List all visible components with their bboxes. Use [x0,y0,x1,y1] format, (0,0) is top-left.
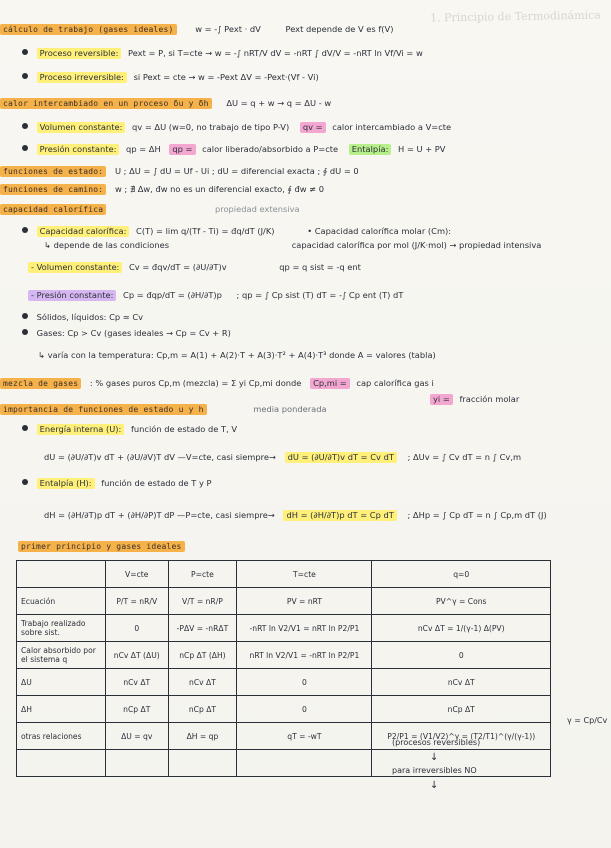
path-func-line [0,184,611,195]
table-cell: nCv ΔT [106,669,169,696]
solids-line [0,312,611,323]
table-cell: PV = nRT [237,588,372,615]
irreversible-formula: si Pext = cte → w = -Pext ΔV = -Pext·(Vf - Vi) [133,72,319,82]
bullet-icon [22,425,28,431]
table-header-cell: V=cte [106,561,169,588]
bullet-icon [22,73,28,79]
table-row [17,588,551,615]
dh-formula: dH = (∂H/∂T)p dT + (∂H/∂P)T dP —P=cte, casi siempre→ [44,510,275,520]
table-row [17,669,551,696]
table-cell: -nRT ln V2/V1 = nRT ln P2/P1 [237,615,372,642]
cp-line [0,290,611,301]
bullet-icon [22,329,28,335]
down-arrow-icon: ↓ [430,780,439,791]
section-title-importance: importancia de funciones de estado u y h [0,404,207,415]
table-cell: nRT ln V2/V1 = -nRT ln P2/P1 [237,642,372,669]
first-law-line [0,541,611,552]
cpim-tag: Cp,mi = [310,378,350,389]
state-func-formula: U ; ΔU = ∫ dU = Uf - Ui ; dU = diferencial exacta ; ∮ dU = 0 [114,166,359,176]
irreversible-note: para irreversibles NO [392,766,477,775]
cv-line [0,262,611,273]
table-cell: Trabajo realizado sobre sist. [17,615,106,642]
qp-integral: ; qp = ∫ Cp sist (T) dT = -∫ Cp ent (T) dT [236,290,404,300]
mixture-formula: : % gases puros Cp,m (mezcla) = Σ yi Cp,mi donde [89,378,302,388]
table-row [17,642,551,669]
table-row [17,696,551,723]
work-note: Pext depende de V es f(V) [285,24,394,34]
down-arrow-icon: ↓ [430,752,439,763]
table-cell: -PΔV = -nRΔT [168,615,237,642]
section-title-path-func: funciones de camino: [0,184,106,195]
qp-tag: qp = [169,144,195,155]
qp-sist-formula: qp = q sist = -q ent [279,262,361,272]
reversible-line [0,48,611,59]
table-cell: nCv ΔT [372,669,551,696]
bullet-icon [22,227,28,233]
reversible-label: Proceso reversible: [37,48,122,59]
gases-line [0,328,611,339]
qv-tag: qv = [300,122,326,133]
molar-capacity-text: • Capacidad calorífica molar (Cm): [307,226,452,236]
table-cell: PV^γ = Cons [372,588,551,615]
internal-energy-label: Energía interna (U): [37,424,125,435]
du-formula: dU = (∂U/∂T)v dT + (∂U/∂V)T dV —V=cte, casi siempre→ [44,452,276,462]
table-cell: Calor absorbido por el sistema q [17,642,106,669]
enthalpy-label: Entalpía (H): [37,478,95,489]
dh-line [0,510,611,521]
table-cell: Ecuación [17,588,106,615]
table-header-cell: T=cte [237,561,372,588]
path-func-formula: w ; ∄ Δw, đw no es un diferencial exacto, ∮ đw ≠ 0 [114,184,325,194]
heat-formula: ΔU = q + w → q = ΔU - w [226,98,332,108]
table-cell: nCp ΔT [106,696,169,723]
work-formula: w = -∫ Pext · dV [195,24,261,34]
table-cell: P2/P1 = (V1/V2)^γ = (T2/T1)^(γ/(γ-1)) [372,723,551,750]
enthalpy-tag: Entalpía: [349,144,392,155]
const-volume-label: Volumen constante: [37,122,126,133]
table-cell [106,750,169,777]
mixture-line [0,378,611,389]
const-volume-line [0,122,611,133]
reversible-formula: Pext = P, si T=cte → w = -∫ nRT/V dV = -nRT ∫ dV/V = -nRT ln Vf/Vi = w [128,48,423,58]
yi-tag: yi = [430,394,453,405]
table-cell: otras relaciones [17,723,106,750]
table-cell: nCp ΔT [372,696,551,723]
table-cell: 0 [237,669,372,696]
table-cell: qT = -wT [237,723,372,750]
table-header-cell: q=0 [372,561,551,588]
enthalpy-line [0,478,611,489]
dh-ideal: dH = (∂H/∂T)p dT = Cp dT [283,510,396,521]
const-volume-desc: calor intercambiado a V=cte [332,122,452,132]
bullet-icon [22,145,28,151]
delta-h: ; ΔHp = ∫ Cp dT = n ∫ Cp,m dT (J) [407,510,547,520]
gamma-relation: γ = Cp/Cv [567,716,608,725]
const-pressure-desc: calor liberado/absorbido a P=cte [202,144,339,154]
table-cell [168,750,237,777]
const-pressure-line [0,144,611,155]
bullet-icon [22,313,28,319]
table-cell: 0 [237,696,372,723]
table-cell: nCv ΔT [168,669,237,696]
work-title-line [0,24,611,35]
table-cell: ΔU = qv [106,723,169,750]
table-cell: nCv ΔT (ΔU) [106,642,169,669]
irreversible-line [0,72,611,83]
heat-capacity-title-line [0,204,611,215]
importance-line [0,404,611,415]
table-cell: 0 [372,642,551,669]
molar-capacity-desc: capacidad calorífica por mol (J/K·mol) → propiedad intensiva [291,240,542,250]
yi-desc: fracción molar [459,394,520,404]
enthalpy-desc: función de estado de T y P [101,478,212,488]
const-pressure-label: Presión constante: [37,144,120,155]
capacity-def-formula: C(T) = lim q/(Tf - Ti) = đq/dT (J/K) [136,226,275,236]
bullet-icon [22,123,28,129]
section-title-mixture: mezcla de gases [0,378,81,389]
cv-formula: Cv = đqv/dT = (∂U/∂T)v [129,262,227,272]
table-header-cell: P=cte [168,561,237,588]
bullet-icon [22,479,28,485]
section-title-work: cálculo de trabajo (gases ideales) [0,24,177,35]
table-cell [17,750,106,777]
heat-title-line [0,98,611,109]
const-volume-formula: qv = ΔU (w=0, no trabajo de tipo P-V) [132,122,290,132]
capacity-def-label: Capacidad calorífica: [37,226,130,237]
internal-energy-desc: función de estado de T, V [130,424,238,434]
cv-label: - Volumen constante: [28,262,122,273]
table-cell: V/T = nR/P [168,588,237,615]
du-ideal: dU = (∂U/∂T)v dT = Cv dT [285,452,397,463]
gases-text: Gases: Cp > Cv (gases ideales → Cp = Cv + R) [36,328,231,338]
enthalpy-def: H = U + PV [398,144,446,154]
table-cell: P/T = nR/V [106,588,169,615]
capacity-depends-line [0,240,611,251]
table-cell: nCp ΔT (ΔH) [168,642,237,669]
section-title-heat: calor intercambiado en un proceso δu y δh [0,98,212,109]
table-cell [237,750,372,777]
temp-var-text: ↳ varía con la temperatura: Cp,m = A(1) + A(2)·T + A(3)·T² + A(4)·T³ donde A = valores (tabla) [38,350,436,360]
section-title-state-func: funciones de estado: [0,166,106,177]
cp-formula: Cp = đqp/dT = (∂H/∂T)p [123,290,222,300]
page-header-ghost-text: 1. Principio de Termodinámica [430,8,602,25]
section-title-heat-capacity: capacidad calorífica [0,204,106,215]
section-title-first-law: primer principio y gases ideales [18,541,185,552]
weighted-mean-note: media ponderada [253,404,327,414]
table-header-row [17,561,551,588]
const-pressure-formula: qp = ΔH [126,144,161,154]
table-cell: ΔH [17,696,106,723]
state-func-line [0,166,611,177]
bullet-icon [22,49,28,55]
irreversible-label: Proceso irreversible: [37,72,127,83]
capacity-note: propiedad extensiva [214,204,300,214]
cpim-desc: cap calorífica gas i [356,378,434,388]
reversible-note: (procesos reversibles) [392,738,481,747]
temp-var-line [0,350,611,361]
du-line [0,452,611,463]
table-header-cell [17,561,106,588]
internal-energy-line [0,424,611,435]
table-cell: ΔU [17,669,106,696]
delta-u: ; ΔUv = ∫ Cv dT = n ∫ Cv,m [407,452,522,462]
solids-text: Sólidos, líquidos: Cp ≃ Cv [36,312,144,322]
table-cell: nCp ΔT [168,696,237,723]
capacity-def-line [0,226,611,237]
table-cell: nCv ΔT = 1/(γ-1) Δ(PV) [372,615,551,642]
table-cell: 0 [106,615,169,642]
cp-label: - Presión constante: [28,290,116,301]
table-row [17,615,551,642]
capacity-depends: ↳ depende de las condiciones [44,240,170,250]
table-cell: ΔH = qp [168,723,237,750]
